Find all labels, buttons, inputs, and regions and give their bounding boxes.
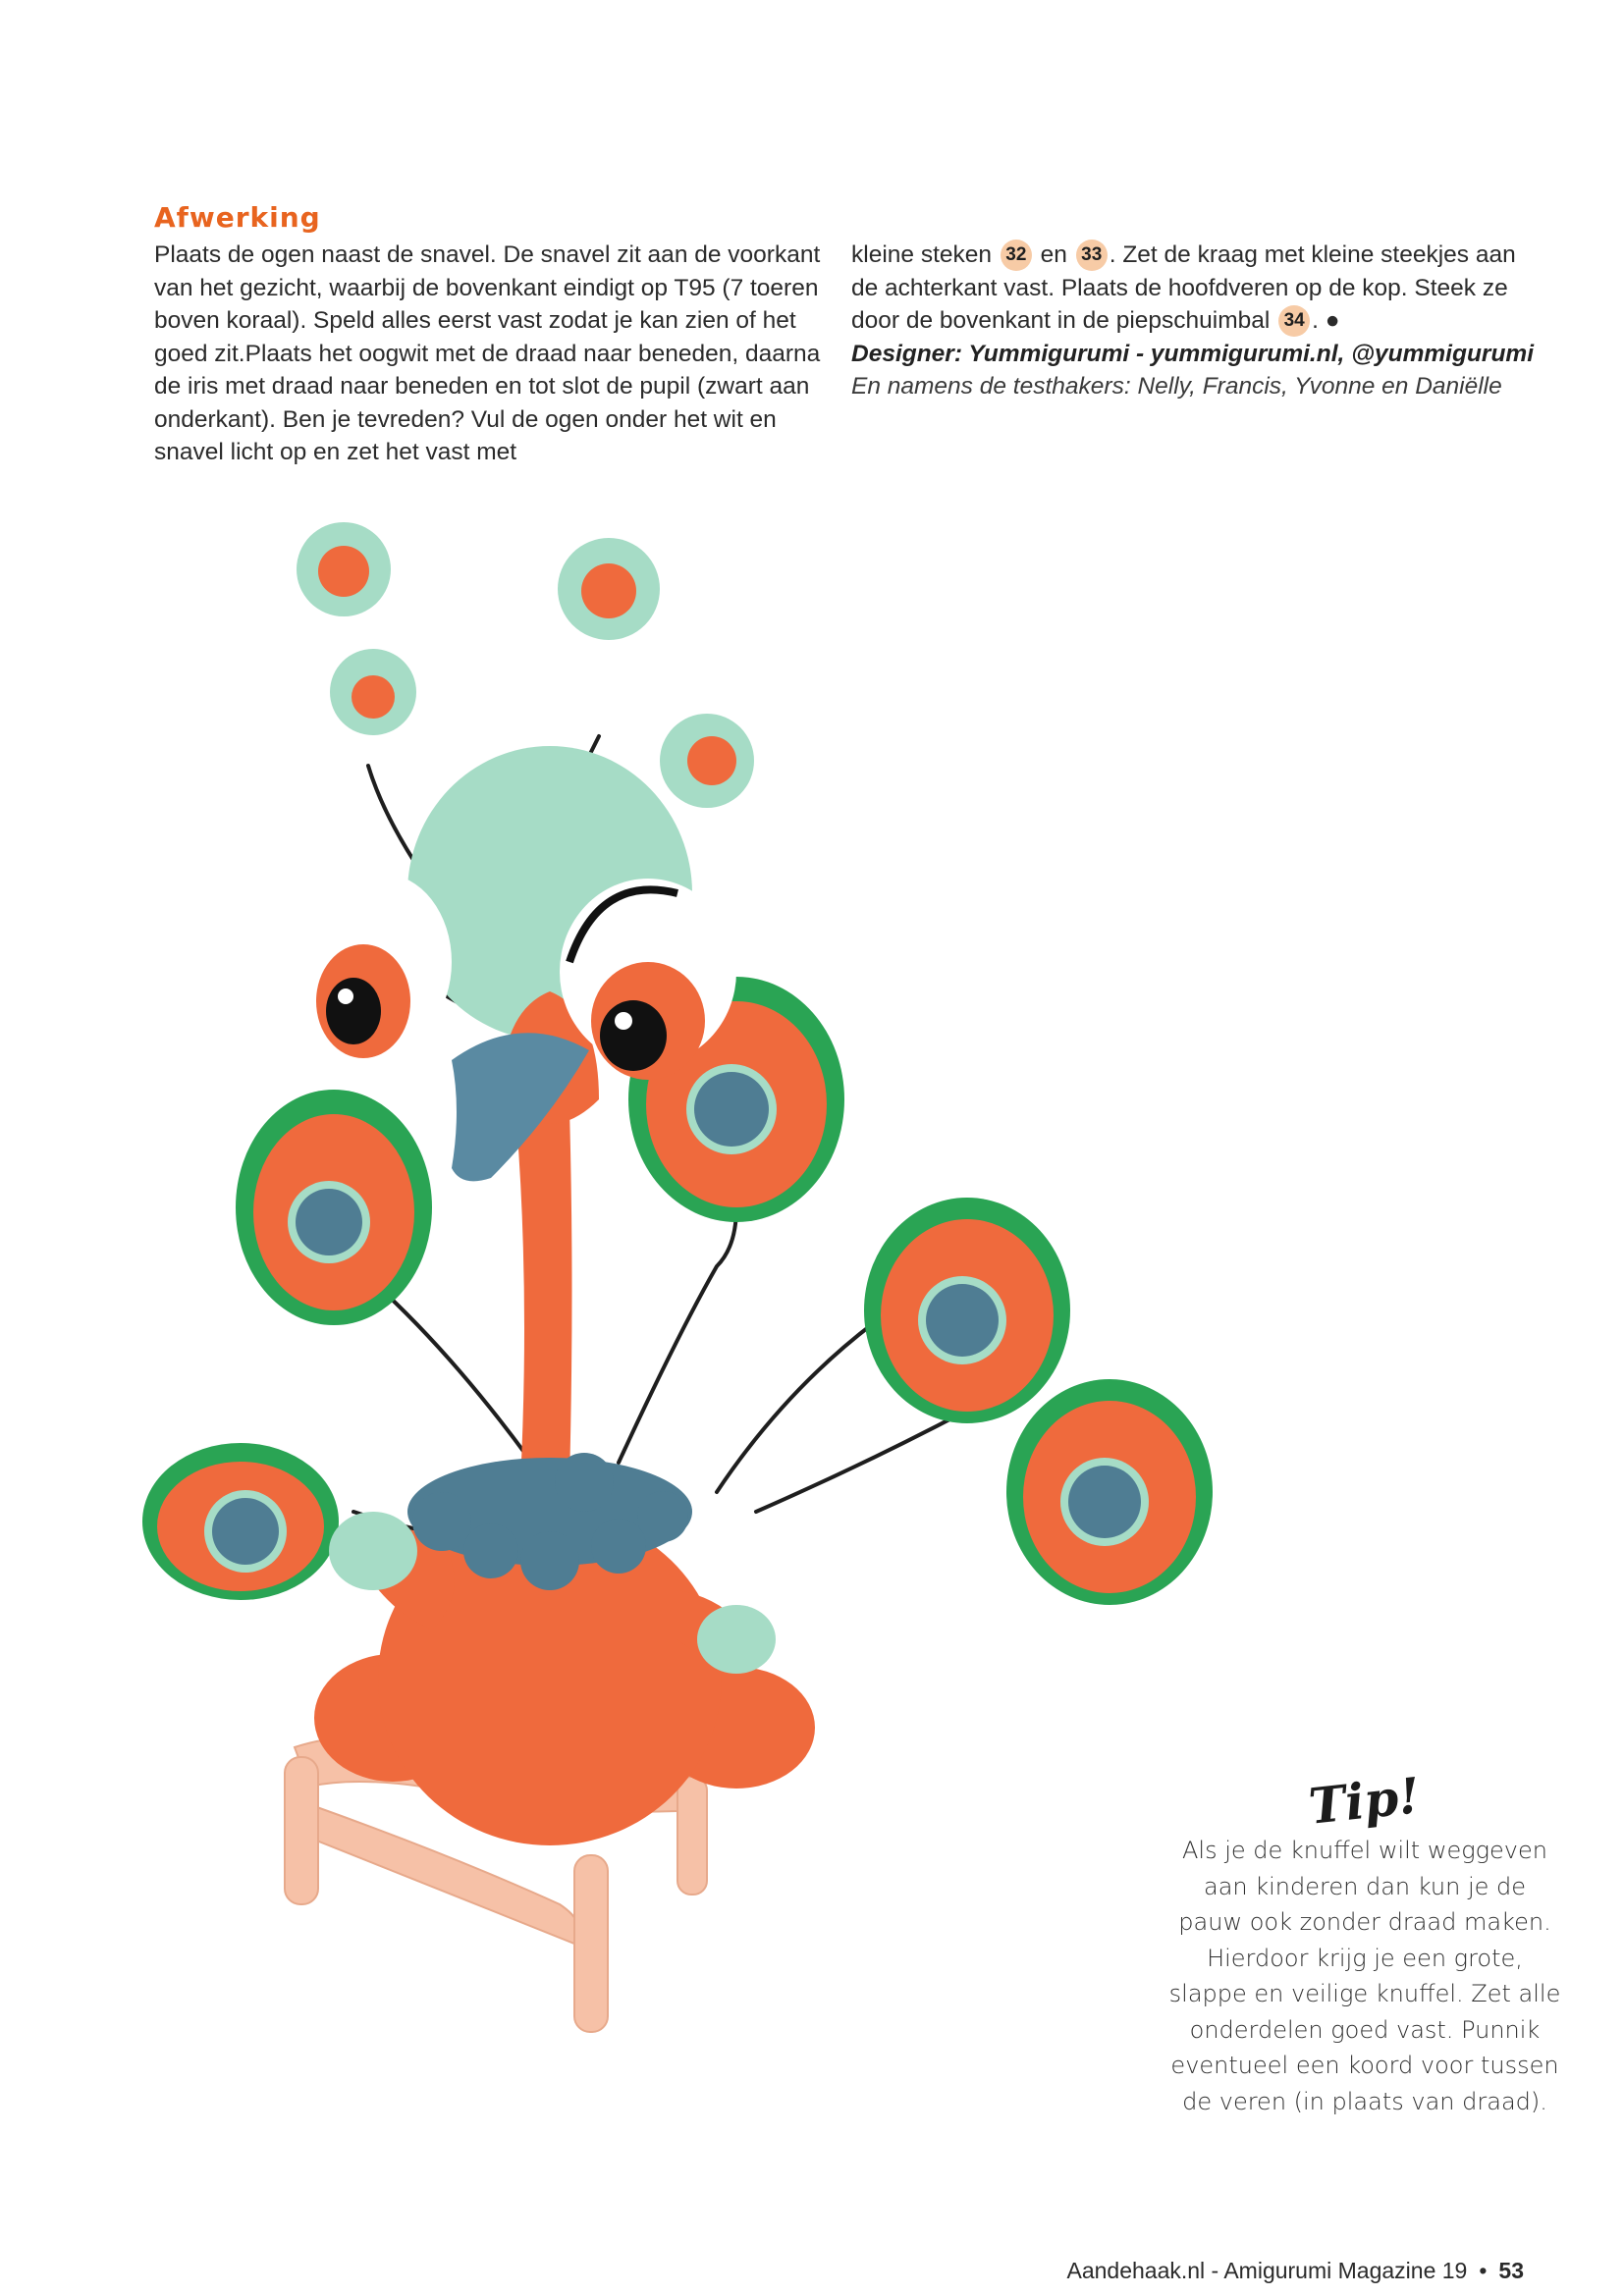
page-number: 53	[1498, 2258, 1524, 2283]
plume-small-4	[660, 714, 754, 808]
photo-reference-badge: 33	[1076, 240, 1108, 271]
publication-name: Aandehaak.nl - Amigurumi Magazine 19	[1066, 2258, 1468, 2283]
feather-4	[1006, 1379, 1213, 1605]
feather-1	[236, 1090, 432, 1325]
plume-small-2	[558, 538, 660, 640]
tip-title: Tip!	[1306, 1766, 1424, 1836]
left-eye	[314, 874, 452, 1058]
text-fragment: kleine steken	[851, 241, 993, 268]
left-column	[154, 239, 822, 469]
tip-box	[1168, 1766, 1561, 2119]
page-footer	[1066, 2258, 1524, 2284]
footer-separator: •	[1479, 2258, 1488, 2283]
section-heading: Afwerking	[154, 201, 321, 234]
designer-credit: Designer: Yummigurumi - yummigurumi.nl, @yummigurumi	[851, 340, 1534, 367]
text-fragment: en	[1040, 241, 1067, 268]
plume-small-1	[297, 522, 391, 616]
text-fragment: . Zet de kraag met kleine steekjes aan de achterkant vast. Plaats de hoofdveren op de kop. Steek ze door de bovenkant in de piepschuimbal	[851, 241, 1516, 334]
instructions-paragraph: Plaats de ogen naast de snavel. De snavel zit aan de voorkant van het gezicht, waarbij de bovenkant eindigt op T95 (7 toeren boven koraal). Speld alles eerst vast zodat je kan zien of het goed zit.Plaats het oogwit met de draad naar beneden, daarna de iris met draad naar beneden en tot slot de pupil (zwart aan onderkant). Ben je tevreden? Vul de ogen onder het wit en snavel licht op en zet het vast met	[154, 241, 821, 465]
plume-small-3	[330, 649, 416, 735]
instructions-continued	[851, 239, 1539, 338]
neck	[515, 1109, 572, 1482]
tip-body: Als je de knuffel wilt weggeven aan kinderen dan kun je de pauw ook zonder draad maken. Hierdoor krijg je een grote, slappe en veilige knuffel. Zet alle onderdelen goed vast. Punnik eventueel een koord voor tussen de veren (in plaats van draad).	[1168, 1837, 1561, 2115]
feather-3	[864, 1198, 1070, 1423]
photo-reference-badge: 32	[1001, 240, 1032, 271]
photo-reference-badge: 34	[1278, 305, 1310, 337]
right-column	[851, 239, 1539, 403]
end-mark: . ●	[1312, 307, 1340, 334]
feather-5	[142, 1443, 339, 1600]
testers-credit: En namens de testhakers: Nelly, Francis, Yvonne en Daniëlle	[851, 373, 1502, 400]
